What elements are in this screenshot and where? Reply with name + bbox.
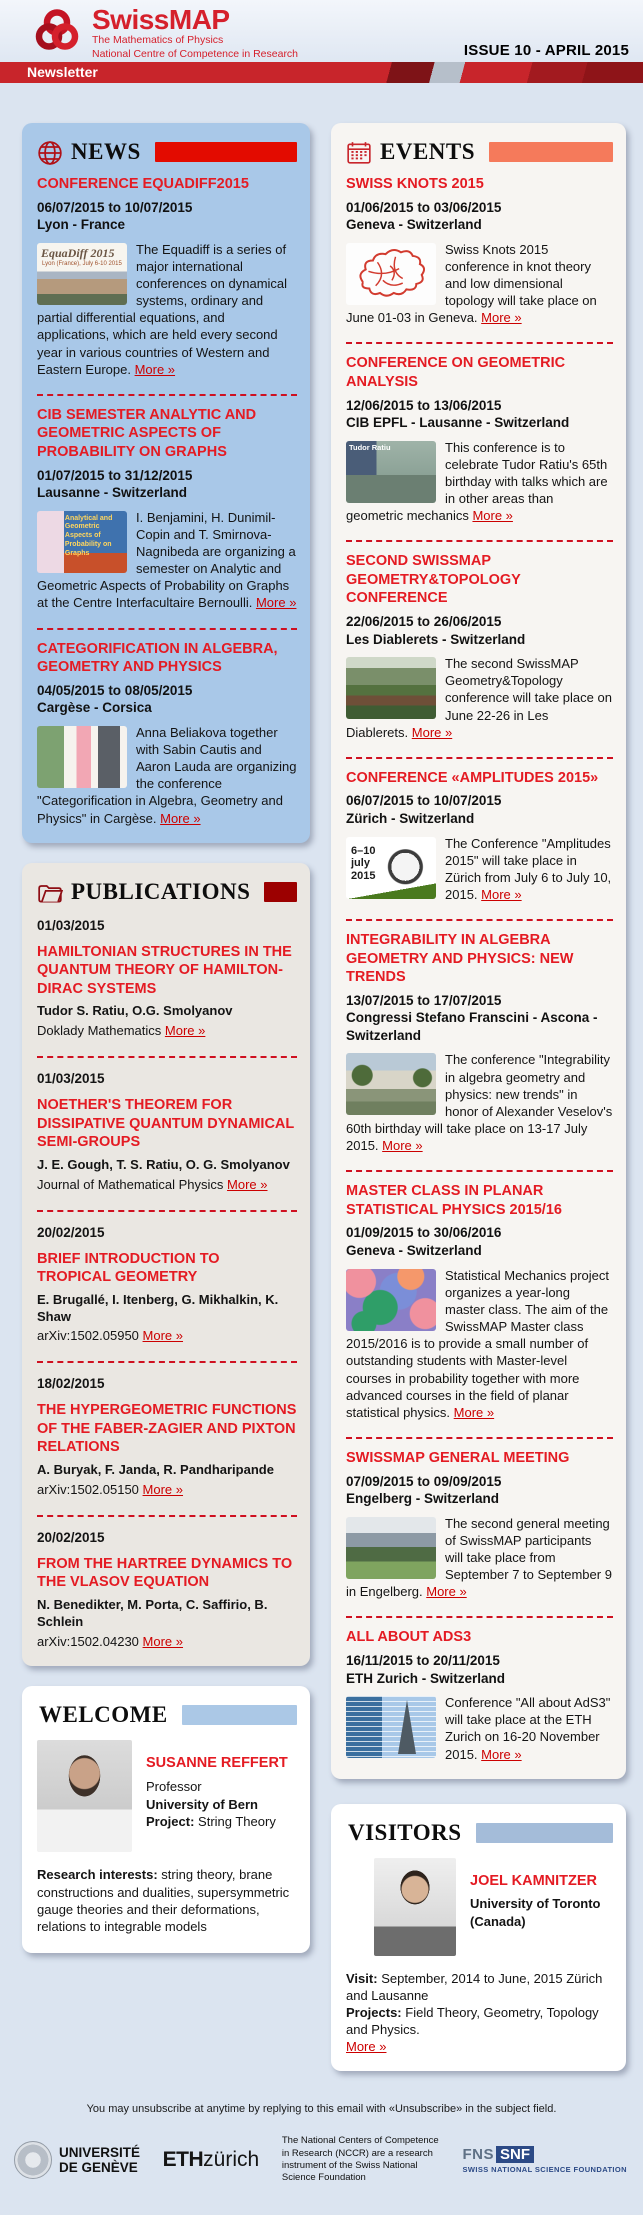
- masterclass-thumbnail: [346, 1269, 436, 1331]
- welcome-person-info: [146, 1740, 288, 1852]
- more-link[interactable]: More »: [382, 1138, 423, 1154]
- brand-block: [92, 0, 298, 62]
- publications-section: [22, 863, 310, 1667]
- publication-item: [37, 1071, 297, 1193]
- dashed-divider: [37, 628, 297, 630]
- categorification-thumbnail: [37, 726, 127, 788]
- news-item-title[interactable]: CIB SEMESTER ANALYTIC AND GEOMETRIC ASPECTS OF PROBABILITY ON GRAPHS: [37, 406, 257, 460]
- event-location: Les Diablerets - Switzerland: [346, 631, 526, 647]
- visitors-title: VISITORS: [348, 1819, 462, 1845]
- event-text: The second general meeting of SwissMAP participants will take place from September 7 to September 9 in Engelberg.: [346, 1515, 612, 1600]
- event-body: [346, 655, 613, 741]
- publication-item: [37, 918, 297, 1040]
- more-link[interactable]: More »: [453, 1404, 495, 1420]
- news-item-body: [37, 241, 297, 378]
- fns-wordmark: FNS: [462, 2146, 495, 2164]
- visitors-section-header: [346, 1820, 613, 1846]
- event-text: The conference "Integrability in algebra geometry and physics: new trends" in honor of Alexander Veselov's 60th birthday will take place on 13-17 July 2015.: [346, 1052, 613, 1154]
- unige-seal-icon: [14, 2141, 52, 2179]
- event-location: Zürich - Switzerland: [346, 811, 475, 826]
- event-body: [346, 1694, 613, 1763]
- event-location: Geneva - Switzerland: [346, 217, 482, 233]
- event-title[interactable]: INTEGRABILITY IN ALGEBRA GEOMETRY AND PHYSICS: NEW TRENDS: [346, 932, 574, 986]
- calendar-icon: [346, 140, 372, 164]
- event-text: Swiss Knots 2015 conference in knot theory and low dimensional topology will take place on June 01-03 in Geneva.: [346, 241, 597, 326]
- dashed-divider: [346, 1616, 613, 1618]
- news-item-body: [37, 724, 297, 827]
- more-link[interactable]: More »: [134, 361, 176, 377]
- event-dates: 12/06/2015 to 13/06/2015: [346, 397, 502, 413]
- equadiff-thumbnail-label: EquaDiff 2015: [41, 245, 115, 260]
- dashed-divider: [37, 1210, 297, 1212]
- event-dates: 16/11/2015 to 20/11/2015: [346, 1652, 500, 1668]
- event-item: [346, 354, 613, 524]
- event-location: Engelberg - Switzerland: [346, 1491, 500, 1507]
- publication-date: 01/03/2015: [37, 1071, 105, 1087]
- cib-thumbnail-label: Analytical and Geometric Aspects of Probability on Graphs: [64, 514, 113, 557]
- event-dates: 01/09/2015 to 30/06/2016: [346, 1225, 502, 1241]
- event-title[interactable]: SWISSMAP GENERAL MEETING: [346, 1449, 570, 1466]
- welcome-person-name[interactable]: SUSANNE REFFERT: [146, 1755, 288, 1772]
- publication-authors: N. Benedikter, M. Porta, C. Saffirio, B. Schlein: [37, 1596, 268, 1629]
- publication-title[interactable]: NOETHER'S THEOREM FOR DISSIPATIVE QUANTUM DYNAMICAL SEMI-GROUPS: [37, 1097, 294, 1151]
- dashed-divider: [37, 394, 297, 396]
- ascona-thumbnail: [346, 1053, 436, 1115]
- publication-journal: arXiv:1502.05150 More »: [37, 1481, 184, 1497]
- more-link[interactable]: More »: [160, 810, 201, 826]
- event-item: [346, 931, 613, 1154]
- news-section-header: [37, 139, 297, 165]
- more-link[interactable]: More »: [142, 1481, 184, 1497]
- newsletter-banner: [0, 62, 643, 83]
- event-dates: 01/06/2015 to 03/06/2015: [346, 199, 502, 215]
- publication-title[interactable]: HAMILTONIAN STRUCTURES IN THE QUANTUM THEORY OF HAMILTON-DIRAC SYSTEMS: [37, 943, 292, 997]
- event-body: [346, 1051, 613, 1154]
- publication-journal: arXiv:1502.04230 More »: [37, 1633, 184, 1649]
- ads3-thumbnail: [346, 1696, 436, 1758]
- event-location: CIB EPFL - Lausanne - Switzerland: [346, 415, 570, 431]
- publication-item: [37, 1530, 297, 1651]
- event-item: [346, 175, 613, 326]
- publication-authors: E. Brugallé, I. Itenberg, G. Mikhalkin, K. Shaw: [37, 1291, 279, 1324]
- visitor-details: Visit: September, 2014 to June, 2015 Zürich and Lausanne Projects: Field Theory, Geometry, Topology and Physics. More »: [346, 1970, 603, 2055]
- welcome-title: WELCOME: [39, 1702, 168, 1728]
- issue-label: ISSUE 10 - APRIL 2015: [463, 42, 629, 59]
- publication-journal: arXiv:1502.05950 More »: [37, 1328, 184, 1344]
- events-section: [331, 123, 626, 1779]
- engelberg-thumbnail: [346, 1517, 436, 1579]
- left-column: [22, 123, 310, 1953]
- event-location: ETH Zurich - Switzerland: [346, 1670, 506, 1686]
- footer: [0, 2103, 643, 2214]
- more-link[interactable]: More »: [346, 2039, 387, 2055]
- more-link[interactable]: More »: [142, 1633, 184, 1649]
- news-item-body: [37, 509, 297, 612]
- brand-title: SwissMAP: [92, 4, 230, 35]
- publications-header-bar: [264, 882, 297, 902]
- unige-logo: [14, 2141, 140, 2179]
- visitor-person: [346, 1858, 613, 1956]
- eth-logo: ETHzürich: [162, 2148, 260, 2172]
- publication-item: [37, 1376, 297, 1498]
- publication-journal: Doklady Mathematics More »: [37, 1023, 206, 1039]
- news-item-dates: 04/05/2015 to 08/05/2015: [37, 682, 193, 698]
- publication-date: 18/02/2015: [37, 1376, 105, 1392]
- visitor-person-info: [470, 1858, 613, 1956]
- news-item-title[interactable]: CATEGORIFICATION IN ALGEBRA, GEOMETRY AND PHYSICS: [37, 640, 278, 676]
- welcome-research-interests: Research interests: string theory, brane constructions and dualities, supersymmetric gauge theories and their deformations, relations to integrable models: [37, 1867, 290, 1934]
- brand-tagline-1: The Mathematics of Physics: [92, 34, 224, 47]
- publication-title[interactable]: FROM THE HARTREE DYNAMICS TO THE VLASOV EQUATION: [37, 1555, 293, 1591]
- more-link[interactable]: More »: [481, 1746, 522, 1762]
- more-link[interactable]: More »: [481, 887, 522, 903]
- event-text: Conference "All about AdS3" will take place at the ETH Zurich on 16-20 November 2015.: [445, 1695, 611, 1762]
- right-column: [331, 123, 626, 2071]
- footer-logos: [0, 2135, 643, 2214]
- event-location: Congressi Stefano Franscini - Ascona - Switzerland: [346, 1010, 598, 1043]
- visitors-section: [331, 1804, 626, 2072]
- content-columns: [0, 83, 643, 2071]
- event-item: [346, 769, 613, 903]
- more-link[interactable]: More »: [227, 1176, 268, 1192]
- dashed-divider: [37, 1361, 297, 1363]
- news-item-location: Lausanne - Switzerland: [37, 485, 188, 501]
- publication-authors: Tudor S. Ratiu, O.G. Smolyanov: [37, 1003, 233, 1019]
- event-title[interactable]: CONFERENCE «AMPLITUDES 2015»: [346, 769, 599, 786]
- visitor-affiliation: University of Toronto (Canada): [470, 1896, 601, 1929]
- more-link[interactable]: More »: [411, 724, 453, 740]
- dashed-divider: [37, 1515, 297, 1517]
- snf-wordmark: SNF: [496, 2146, 534, 2163]
- news-item-dates: 01/07/2015 to 31/12/2015: [37, 467, 193, 483]
- news-header-bar: [155, 142, 297, 162]
- event-item: [346, 1182, 613, 1421]
- publication-journal: Journal of Mathematical Physics More »: [37, 1176, 268, 1192]
- event-text: This conference is to celebrate Tudor Ratiu's 65th birthday with talks which are in other areas than geometric mechanics: [346, 439, 608, 524]
- events-title: EVENTS: [380, 139, 476, 164]
- news-item-title[interactable]: CONFERENCE EQUADIFF2015: [37, 176, 249, 192]
- joel-kamnitzer-photo: [374, 1858, 456, 1956]
- event-item: [346, 1628, 613, 1762]
- news-item: [37, 175, 297, 378]
- more-link[interactable]: More »: [142, 1328, 184, 1344]
- event-location: Geneva - Switzerland: [346, 1243, 482, 1259]
- welcome-section-header: [37, 1702, 297, 1728]
- event-item: [346, 1449, 613, 1600]
- publication-item: [37, 1225, 297, 1346]
- events-header-bar: [489, 142, 613, 162]
- folder-icon: [37, 880, 63, 904]
- dashed-divider: [346, 1437, 613, 1439]
- event-item: [346, 552, 613, 741]
- snf-caption: SWISS NATIONAL SCIENCE FOUNDATION: [462, 2165, 627, 2175]
- globe-icon: [37, 140, 63, 164]
- publication-title[interactable]: BRIEF INTRODUCTION TO TROPICAL GEOMETRY: [37, 1250, 220, 1286]
- events-section-header: [346, 139, 613, 165]
- welcome-header-bar: [182, 1705, 297, 1725]
- publication-authors: J. E. Gough, T. S. Ratiu, O. G. Smolyanov: [37, 1156, 290, 1172]
- dashed-divider: [346, 1170, 613, 1172]
- event-text: The second SwissMAP Geometry&Topology conference will take place on June 22-26 in Les Diablerets.: [346, 656, 612, 740]
- publication-date: 20/02/2015: [37, 1529, 105, 1545]
- event-dates: 07/09/2015 to 09/09/2015: [346, 1473, 502, 1489]
- les-diablerets-thumbnail: [346, 657, 436, 719]
- welcome-person-affiliation: University of Bern: [146, 1796, 258, 1812]
- more-link[interactable]: More »: [426, 1584, 467, 1600]
- news-title: NEWS: [71, 139, 141, 164]
- dashed-divider: [346, 342, 613, 344]
- event-body: [346, 1515, 613, 1601]
- more-link[interactable]: More »: [472, 508, 513, 524]
- header-top: [0, 0, 643, 62]
- event-title[interactable]: CONFERENCE ON GEOMETRIC ANALYSIS: [346, 355, 566, 390]
- tudor-ratiu-thumbnail: [346, 441, 436, 503]
- publication-authors: A. Buryak, F. Janda, R. Pandharipande: [37, 1461, 274, 1477]
- news-item-location: Lyon - France: [37, 217, 126, 233]
- visitors-header-bar: [476, 1823, 613, 1843]
- news-item-dates: 06/07/2015 to 10/07/2015: [37, 199, 193, 215]
- visitor-name[interactable]: JOEL KAMNITZER: [470, 1872, 598, 1889]
- event-dates: 13/07/2015 to 17/07/2015: [346, 992, 502, 1008]
- news-item-text: The Equadiff is a series of major international conferences on dynamical systems, ordinary and partial differential equations, and applications, which are held every second year in various countries of Western and Eastern Europe.: [37, 241, 288, 377]
- equadiff-thumbnail-caption: Lyon (France), July 6-10 2015: [42, 261, 122, 268]
- publication-title[interactable]: THE HYPERGEOMETRIC FUNCTIONS OF THE FABER-ZAGIER AND PIXTON RELATIONS: [37, 1402, 297, 1456]
- event-body: [346, 835, 613, 904]
- event-title[interactable]: ALL ABOUT ADS3: [346, 1629, 472, 1646]
- event-title[interactable]: MASTER CLASS IN PLANAR STATISTICAL PHYSICS 2015/16: [346, 1183, 562, 1218]
- news-item: [37, 406, 297, 612]
- snf-logo: [463, 2146, 627, 2174]
- more-link[interactable]: More »: [481, 310, 522, 326]
- welcome-section: [22, 1686, 310, 1953]
- swissmap-logo-icon: [32, 6, 82, 58]
- tudor-thumbnail-label: Tudor Ratiu: [349, 442, 391, 452]
- nccr-text: The National Centers of Competence in Research (NCCR) are a research instrument of the Swiss National Science Foundation: [281, 2135, 439, 2184]
- dashed-divider: [37, 1056, 297, 1058]
- publications-section-header: [37, 879, 297, 905]
- amplitudes-thumbnail-label: 6–10 july 2015: [351, 844, 376, 882]
- dashed-divider: [346, 540, 613, 542]
- event-title[interactable]: SWISS KNOTS 2015: [346, 176, 484, 192]
- brand-tagline-2: National Centre of Competence in Research: [92, 48, 299, 61]
- unsubscribe-note: You may unsubscribe at anytime by replying to this email with «Unsubscribe» in the subject field.: [86, 2103, 557, 2116]
- welcome-person-role: Professor: [146, 1779, 202, 1795]
- amplitudes-thumbnail: [346, 837, 436, 899]
- banner-label: Newsletter: [27, 64, 98, 80]
- news-item: [37, 640, 297, 827]
- swiss-knots-thumbnail: [346, 243, 436, 305]
- news-item-location: Cargèse - Corsica: [37, 700, 152, 716]
- publication-date: 01/03/2015: [37, 917, 105, 933]
- welcome-person-project: Project: String Theory: [146, 1814, 276, 1830]
- susanne-reffert-photo: [37, 1740, 132, 1852]
- news-section: [22, 123, 310, 843]
- event-body: [346, 1267, 613, 1421]
- more-link[interactable]: More »: [164, 1023, 206, 1039]
- event-body: [346, 439, 613, 525]
- event-dates: 22/06/2015 to 26/06/2015: [346, 614, 502, 630]
- publication-date: 20/02/2015: [37, 1224, 105, 1240]
- news-item-text: Anna Beliakova together with Sabin Cautis and Aaron Lauda are organizing the conference "Categorification in Algebra, Geometry and Physics" in Cargèse.: [37, 724, 297, 826]
- event-text: The Conference "Amplitudes 2015" will take place in Zürich from July 6 to July 10, 2015.: [445, 835, 612, 903]
- unige-wordmark: UNIVERSITÉ DE GENÈVE: [59, 2144, 141, 2176]
- publications-title: PUBLICATIONS: [71, 878, 251, 904]
- event-body: [346, 241, 613, 327]
- news-item-text: I. Benjamini, H. Dunimil-Copin and T. Smirnova-Nagnibeda are organizing a semester on Analytic and Geometric Aspects of Probability on Graphs at the Centre Interfacultaire Bernoulli.: [37, 509, 296, 611]
- dashed-divider: [346, 919, 613, 921]
- welcome-person: [37, 1740, 297, 1852]
- more-link[interactable]: More »: [255, 595, 297, 611]
- dashed-divider: [346, 757, 613, 759]
- header: [0, 0, 643, 83]
- banner-decoration: [343, 62, 643, 83]
- event-dates: 06/07/2015 to 10/07/2015: [346, 793, 502, 809]
- equadiff-thumbnail: [37, 243, 127, 305]
- event-title[interactable]: SECOND SWISSMAP GEOMETRY&TOPOLOGY CONFERENCE: [346, 553, 521, 607]
- cib-semester-thumbnail: [37, 511, 127, 573]
- event-text: Statistical Mechanics project organizes a year-long master class. The aim of the SwissMAP Master class 2015/2016 is to provide a small number of outstanding students with Master-level courses in probability together with more advanced courses in the field of planar statistical physics.: [346, 1267, 610, 1420]
